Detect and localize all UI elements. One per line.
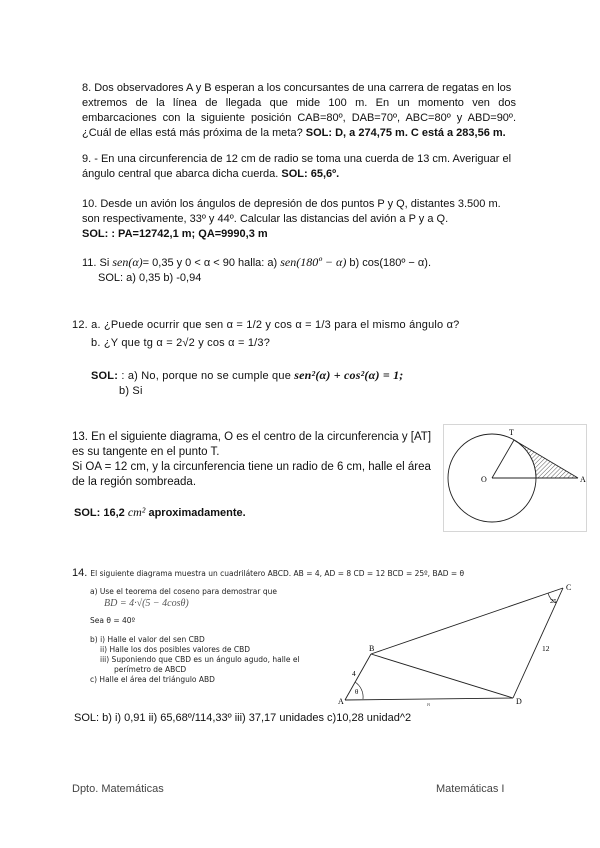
problem-10-line-2: son respectivamente, 33º y 44º. Calcular las distancias del avión a P y a Q. [82, 213, 449, 225]
problem-12 [72, 318, 532, 399]
label-a: A [338, 697, 344, 706]
problem-13-diagram [443, 424, 587, 532]
problem-13 [72, 430, 438, 490]
problem-14-part-b-iii-2: perímetro de ABCD [114, 665, 187, 674]
problem-13-sol-tail: aproximadamente. [148, 507, 246, 519]
problem-11-sen-alpha: sen(α) [112, 255, 143, 269]
problem-12-b: b. ¿Y que tg α = 2√2 y cos α = 1/3? [91, 337, 271, 349]
problem-8-line-1: 8. Dos observadores A y B esperan a los concursantes de una carrera de regatas en los [82, 82, 512, 94]
problem-9-line-1: 9. - En una circunferencia de 12 cm de radio se toma una cuerda de 13 cm. Averiguar el [82, 153, 512, 165]
footer-left: Dpto. Matemáticas [72, 783, 164, 795]
footer-right: Matemáticas I [436, 783, 505, 795]
problem-8-line-2: extremos de la línea de llegada que mide 100 m. En un momento ven dos [82, 97, 516, 109]
problem-11 [82, 255, 522, 286]
problem-13-line-2: es su tangente en el punto T. [72, 446, 220, 458]
label-side-ab: 4 [352, 669, 356, 678]
problem-9-line-2-text: ángulo central que abarca dicha cuerda. [82, 168, 279, 180]
problem-8-last-line [82, 126, 516, 141]
sector-mask [492, 440, 536, 478]
problem-12-a: 12. a. ¿Puede ocurrir que sen α = 1/2 y cos α = 1/3 para el mismo ángulo α? [72, 319, 460, 331]
problem-14-part-b: b) i) Halle el valor del sen CBD [90, 635, 205, 644]
problem-13-sol-unit: cm² [127, 505, 146, 519]
problem-9-line-2 [82, 167, 516, 182]
problem-11-sen-expr: sen(180º − α) [280, 255, 347, 269]
problem-11-solution: SOL: a) 0,35 b) -0,94 [98, 272, 202, 284]
problem-11-middle: = 0,35 y 0 < α < 90 halla: a) [142, 257, 278, 269]
problem-10-line-1: 10. Desde un avión los ángulos de depresión de dos puntos P y Q, distantes 3.500 m. [82, 198, 501, 210]
side-ad [345, 698, 513, 700]
problem-14-part-c: c) Halle el área del triángulo ABD [90, 675, 215, 684]
problem-14 [72, 566, 592, 581]
problem-11-b-part: b) cos(180º − α). [349, 257, 431, 269]
problem-8-line-3: embarcaciones con la siguiente posición CAB=80º, DAB=70º, ABC=80º y ABD=90º. [82, 112, 516, 124]
problem-12-sol-text: : a) No, porque no se cumple que [121, 370, 292, 382]
diagonal-bd [371, 654, 513, 698]
problem-12-sol-b: b) Si [119, 385, 143, 397]
side-bc [371, 588, 563, 654]
problem-13-solution [74, 505, 246, 521]
label-c: C [566, 583, 572, 592]
problem-12-identity: sen²(α) + cos²(α) = 1; [294, 368, 404, 382]
problem-14-part-b-iii: iii) Suponiendo que CBD es un ángulo agudo, halle el [100, 655, 300, 664]
problem-12-solution [72, 368, 532, 384]
problem-13-line-3: Si OA = 12 cm, y la circunferencia tiene un radio de 6 cm, halle el área [72, 461, 431, 473]
problem-14-number: 14. [72, 567, 88, 579]
problem-14-intro: El siguiente diagrama muestra un cuadrilátero ABCD. AB = 4, AD = 8 CD = 12 BCD = 25º, BAD = θ [90, 569, 465, 578]
problem-13-sol-value: SOL: 16,2 [74, 507, 125, 519]
problem-14-solution: SOL: b) i) 0,91 ii) 65,68º/114,33º iii) 37,17 unidades c)10,28 unidad^2 [74, 712, 412, 724]
problem-9 [82, 152, 516, 182]
label-a: A [580, 475, 586, 484]
problem-14-sea: Sea θ = 40º [90, 616, 136, 625]
problem-11-line-1 [82, 255, 522, 271]
problem-8 [82, 81, 516, 141]
problem-14-parts [90, 587, 328, 685]
label-side-cd: 12 [542, 644, 550, 653]
problem-14-part-b-ii: ii) Halle los dos posibles valores de CBD [100, 645, 251, 654]
label-side-ad: 8 [427, 703, 430, 706]
label-angle-c: 25 [550, 598, 557, 605]
label-d: D [516, 697, 522, 706]
problem-13-line-4: de la región sombreada. [72, 476, 197, 488]
problem-10-solution: SOL: : PA=12742,1 m; QA=9990,3 m [82, 228, 268, 240]
problem-14-formula: BD = 4·√(5 − 4cosθ) [104, 598, 189, 609]
problem-9-solution: SOL: 65,6º. [281, 168, 340, 180]
problem-13-line-1: 13. En el siguiente diagrama, O es el centro de la circunferencia y [AT] [72, 431, 432, 443]
label-angle-a: θ [355, 688, 359, 696]
label-t: T [509, 428, 514, 437]
problem-14-part-a: a) Use el teorema del coseno para demostrar que [90, 587, 277, 596]
label-o: O [481, 475, 487, 484]
problem-11-prefix: 11. Si [82, 257, 110, 269]
problem-8-solution: SOL: D, a 274,75 m. C está a 283,56 m. [305, 127, 506, 139]
problem-8-question: ¿Cuál de ellas está más próxima de la meta? [82, 127, 303, 139]
label-b: B [369, 644, 375, 653]
problem-12-sol-label: SOL: [91, 370, 119, 382]
problem-10 [82, 197, 516, 242]
problem-14-diagram [335, 580, 595, 706]
